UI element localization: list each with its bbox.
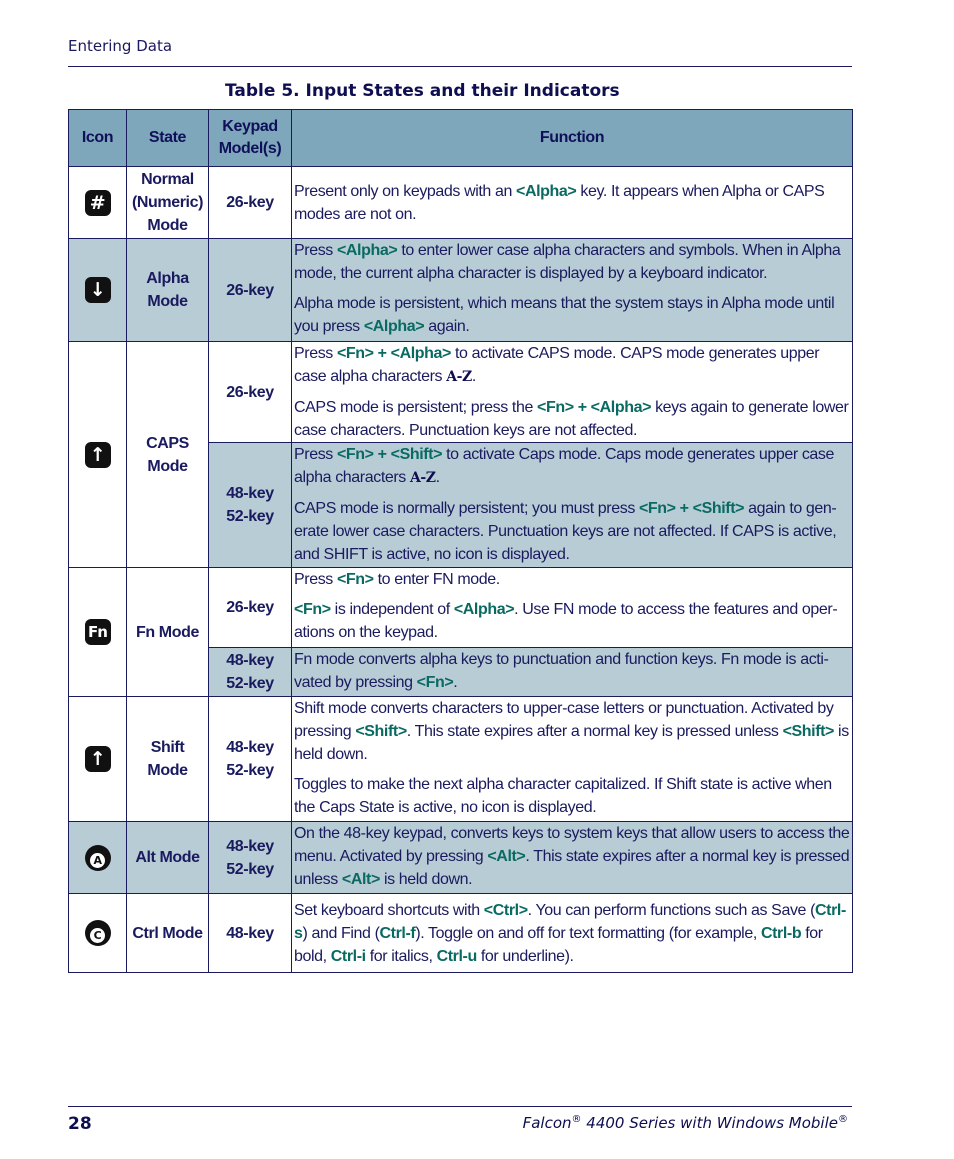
keypad-caps-48-52: 48-key 52-key xyxy=(209,443,292,568)
table-row-ctrl xyxy=(69,894,853,973)
footer-title: Falcon® 4400 Series with Windows Mobile® xyxy=(522,1114,848,1132)
function-alpha: Press <Alpha> to enter lower case alpha characters and symbols. When in Alpha mode, the current alpha character is displayed by a keyboard indicator. Alpha mode is persistent, which means that the system stays in Alpha mode until you press <Alpha> again. xyxy=(292,239,853,342)
table-row-fn-26 xyxy=(69,568,853,648)
state-fn: Fn Mode xyxy=(127,568,209,697)
keypad-normal: 26-key xyxy=(209,167,292,239)
ctrl-mode-icon: C xyxy=(85,920,111,946)
input-states-table xyxy=(68,109,853,973)
function-ctrl: Set keyboard shortcuts with <Ctrl>. You can perform functions such as Save (Ctrl-s) and Find (Ctrl-f). Toggle on and off for text formatting (for example, Ctrl-b for bold, Ctrl-i for italics, Ctrl-u for underline). xyxy=(292,894,853,973)
function-normal: Present only on keypads with an <Alpha> key. It appears when Alpha or CAPS modes are not on. xyxy=(292,167,853,239)
header-rule xyxy=(68,66,852,67)
header-icon: Icon xyxy=(69,110,127,167)
state-alt: Alt Mode xyxy=(127,822,209,894)
function-shift: Shift mode converts characters to upper-case letters or punctuation. Activated by pressing <Shift>. This state expires after a normal key is pressed unless <Shift> is held down. Toggles to make the next alpha character capitalized. If Shift state is active when the Caps State is active, no icon is displayed. xyxy=(292,697,853,822)
header-keypad: Keypad Model(s) xyxy=(209,110,292,167)
keypad-caps-26: 26-key xyxy=(209,342,292,443)
keypad-ctrl: 48-key xyxy=(209,894,292,973)
table-caption: Table 5. Input States and their Indicators xyxy=(225,81,620,101)
function-caps-26: Press <Fn> + <Alpha> to activate CAPS mode. CAPS mode generates upper case alpha characters A-Z. CAPS mode is persistent; press the <Fn> + <Alpha> keys again to generate lower case characters. Punctuation keys are not affected. xyxy=(292,342,853,443)
running-head: Entering Data xyxy=(68,37,173,55)
alpha-mode-icon: ↓ xyxy=(85,277,111,303)
caps-mode-icon: ↑ xyxy=(85,442,111,468)
numeric-mode-icon: # xyxy=(85,190,111,216)
table-row-caps-26 xyxy=(69,342,853,443)
header-function: Function xyxy=(292,110,853,167)
function-alt: On the 48-key keypad, converts keys to system keys that allow users to access the menu. Activated by pressing <Alt>. This state expires after a normal key is pressed unless <Alt> is held down. xyxy=(292,822,853,894)
keypad-alpha: 26-key xyxy=(209,239,292,342)
state-normal: Normal (Numeric) Mode xyxy=(127,167,209,239)
table-row-shift xyxy=(69,697,853,822)
keypad-shift: 48-key 52-key xyxy=(209,697,292,822)
state-ctrl: Ctrl Mode xyxy=(127,894,209,973)
footer-rule xyxy=(68,1106,852,1107)
function-caps-48-52: Press <Fn> + <Shift> to activate Caps mode. Caps mode generates upper case alpha characters A-Z. CAPS mode is normally persistent; you must press <Fn> + <Shift> again to gen-erate lower case characters. Punctuation keys are not affected. If CAPS is active, and SHIFT is active, no icon is displayed. xyxy=(292,443,853,568)
function-fn-48-52: Fn mode converts alpha keys to punctuation and function keys. Fn mode is acti-vated by pressing <Fn>. xyxy=(292,648,853,697)
header-state: State xyxy=(127,110,209,167)
state-caps: CAPS Mode xyxy=(127,342,209,568)
state-shift: Shift Mode xyxy=(127,697,209,822)
table-row-normal xyxy=(69,167,853,239)
keypad-fn-48-52: 48-key 52-key xyxy=(209,648,292,697)
table-row-alt xyxy=(69,822,853,894)
keypad-alt: 48-key 52-key xyxy=(209,822,292,894)
state-alpha: Alpha Mode xyxy=(127,239,209,342)
shift-mode-icon: ↑ xyxy=(85,746,111,772)
fn-mode-icon: Fn xyxy=(85,619,111,645)
function-fn-26: Press <Fn> to enter FN mode. <Fn> is independent of <Alpha>. Use FN mode to access the features and oper-ations on the keypad. xyxy=(292,568,853,648)
keypad-fn-26: 26-key xyxy=(209,568,292,648)
header-row xyxy=(69,110,853,167)
alt-mode-icon: A xyxy=(85,845,111,871)
page-number: 28 xyxy=(68,1114,92,1134)
table-row-alpha xyxy=(69,239,853,342)
